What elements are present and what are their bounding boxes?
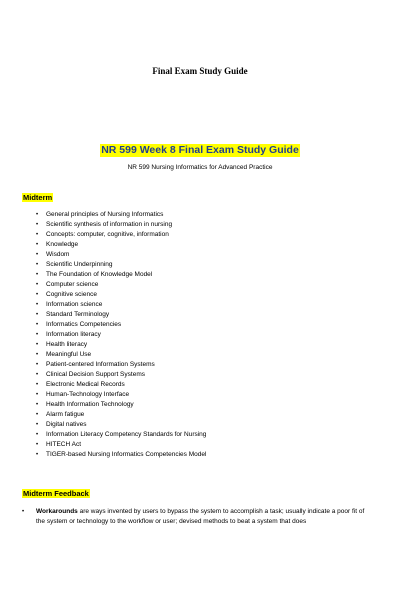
bullet-icon: • [36,292,39,298]
midterm-topic-item [36,370,206,380]
bullet-icon: • [36,352,39,358]
midterm-topic-item [36,230,206,240]
bullet-icon: • [36,422,39,428]
midterm-topic-text: Standard Terminology [46,311,110,318]
midterm-topic-list [36,210,206,460]
midterm-topic-item [36,300,206,310]
midterm-topic-text: Clinical Decision Support Systems [46,371,145,378]
midterm-topic-item [36,260,206,270]
midterm-topic-text: Information literacy [46,331,101,338]
midterm-topic-item [36,210,206,220]
bullet-icon: • [36,232,39,238]
bullet-icon: • [36,272,39,278]
midterm-topic-text: Informatics Competencies [46,321,122,328]
feedback-term: Workarounds [36,508,78,515]
midterm-topic-item [36,290,206,300]
midterm-topic-item [36,390,206,400]
midterm-topic-item [36,420,206,430]
bullet-icon: • [36,442,39,448]
midterm-topic-text: Health literacy [46,341,88,348]
midterm-topic-item [36,440,206,450]
bullet-icon: • [36,432,39,438]
midterm-topic-item [36,250,206,260]
bullet-icon: • [36,332,39,338]
midterm-topic-text: Computer science [46,281,99,288]
midterm-topic-text: Scientific Underpinning [46,261,113,268]
bullet-icon: • [22,509,25,515]
midterm-topic-item [36,320,206,330]
midterm-topic-item [36,240,206,250]
feedback-paragraph [22,507,372,527]
bullet-icon: • [36,412,39,418]
midterm-topic-item [36,310,206,320]
midterm-topic-text: Scientific synthesis of information in nursing [46,221,173,228]
midterm-topic-item [36,350,206,360]
midterm-topic-text: TIGER-based Nursing Informatics Competencies Model [46,451,207,458]
midterm-topic-text: Information science [46,301,103,308]
main-title: NR 599 Week 8 Final Exam Study Guide [101,144,299,156]
bullet-icon: • [36,302,39,308]
bullet-icon: • [36,372,39,378]
midterm-topic-text: Digital natives [46,421,87,428]
midterm-topic-text: Patient-centered Information Systems [46,361,155,368]
bullet-icon: • [36,252,39,258]
bullet-icon: • [36,322,39,328]
main-title-container [0,140,400,158]
midterm-topic-item [36,270,206,280]
bullet-icon: • [36,392,39,398]
bullet-icon: • [36,342,39,348]
midterm-topic-item [36,340,206,350]
feedback-list-item [22,507,372,527]
bullet-icon: • [36,312,39,318]
bullet-icon: • [36,242,39,248]
bullet-icon: • [36,222,39,228]
midterm-topic-item [36,410,206,420]
midterm-topic-text: Electronic Medical Records [46,381,125,388]
bullet-icon: • [36,402,39,408]
midterm-topic-item [36,280,206,290]
bullet-icon: • [36,282,39,288]
midterm-heading: Midterm [23,193,53,202]
bullet-icon: • [36,262,39,268]
midterm-topic-item [36,360,206,370]
bullet-icon: • [36,362,39,368]
subtitle: NR 599 Nursing Informatics for Advanced Practice [127,164,273,171]
midterm-topic-text: The Foundation of Knowledge Model [46,271,153,278]
midterm-topic-text: Wisdom [46,251,70,258]
midterm-topic-item [36,430,206,440]
midterm-topic-text: Alarm fatigue [46,411,85,418]
header-title: Final Exam Study Guide [152,66,248,76]
bullet-icon: • [36,212,39,218]
midterm-topic-text: Cognitive science [46,291,97,298]
feedback-definition: are ways invented by users to bypass the system to accomplish a task; usually indicate a poor fit of the system or technology to the workflow or user; devised methods to beat a system that does [36,508,365,525]
midterm-topic-text: HITECH Act [46,441,82,448]
bullet-icon: • [36,382,39,388]
bullet-icon: • [36,452,39,458]
midterm-topic-item [36,380,206,390]
midterm-topic-text: Information Literacy Competency Standards for Nursing [46,431,207,438]
midterm-topic-item [36,330,206,340]
midterm-topic-item [36,220,206,230]
midterm-feedback-heading: Midterm Feedback [23,489,89,498]
midterm-topic-item [36,400,206,410]
midterm-topic-text: Human-Technology Interface [46,391,130,398]
midterm-topic-text: General principles of Nursing Informatics [46,211,164,218]
midterm-topic-text: Meaningful Use [46,351,92,358]
midterm-topic-item [36,450,206,460]
midterm-topic-text: Health Information Technology [46,401,134,408]
midterm-topic-text: Concepts: computer, cognitive, information [46,231,169,238]
midterm-topic-text: Knowledge [46,241,79,248]
